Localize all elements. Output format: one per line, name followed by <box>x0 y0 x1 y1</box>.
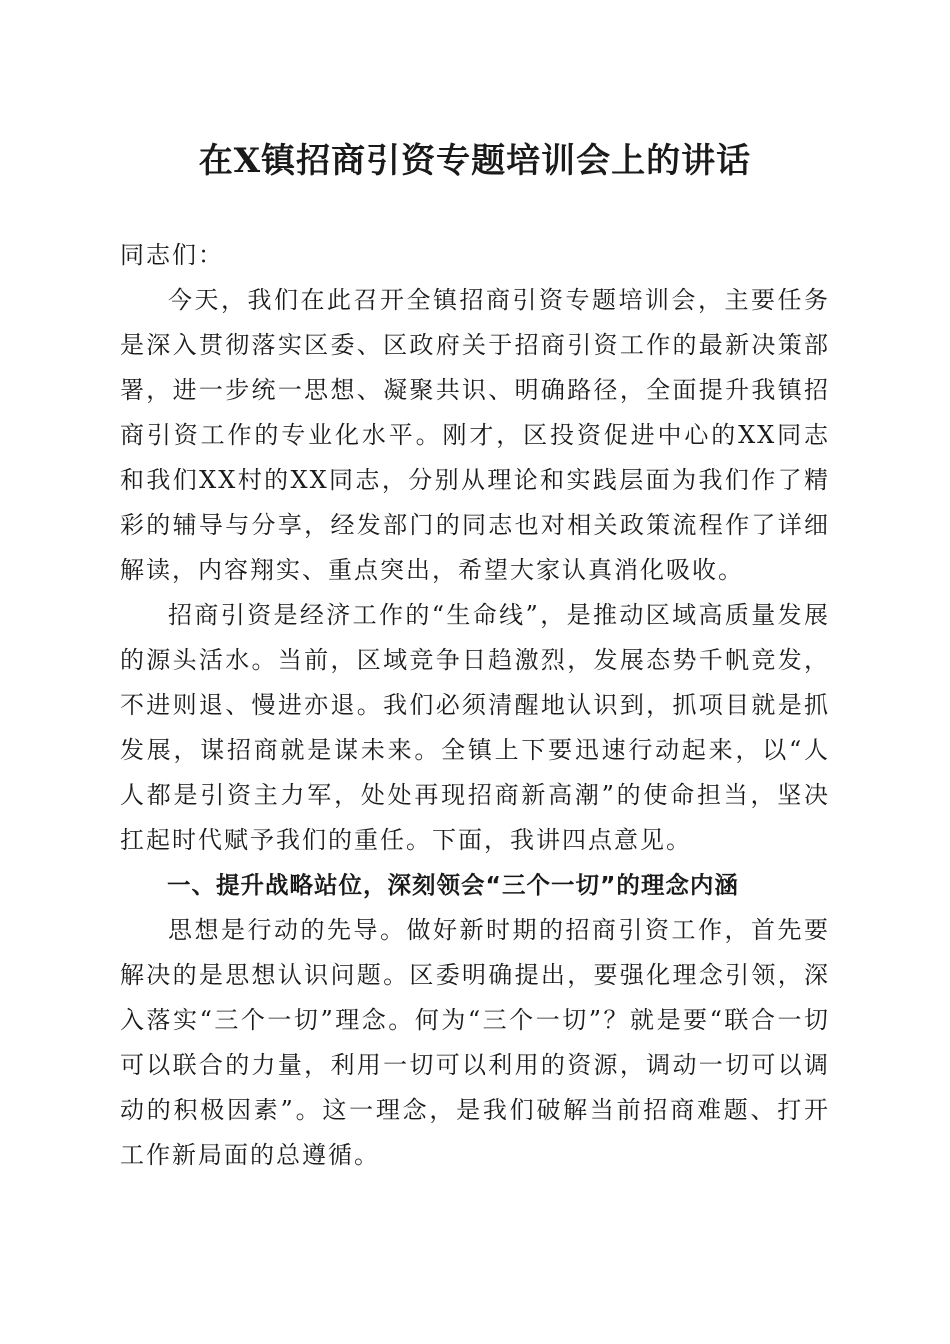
document-body <box>120 233 830 1178</box>
section-heading: 一、提升战略站位，深刻领会“三个一切”的理念内涵 <box>167 871 739 899</box>
body-paragraph: 今天，我们在此召开全镇招商引资专题培训会，主要任务是深入贯彻落实区委、区政府关于招商引资工作的最新决策部署，进一步统一思想、凝聚共识、明确路径，全面提升我镇招商引资工作的专业化水平。刚才，区投资促进中心的XX同志和我们XX村的XX同志，分别从理论和实践层面为我们作了精彩的辅导与分享，经发部门的同志也对相关政策流程作了详细解读，内容翔实、重点突出，希望大家认真消化吸收。 <box>120 286 830 584</box>
salutation: 同志们： <box>120 241 224 269</box>
body-paragraph: 招商引资是经济工作的“生命线”，是推动区域高质量发展的源头活水。当前，区域竞争日趋激烈，发展态势千帆竞发，不进则退、慢进亦退。我们必须清醒地认识到，抓项目就是抓发展，谋招商就是谋未来。全镇上下要迅速行动起来，以“人人都是引资主力军，处处再现招商新高潮”的使命担当，坚决扛起时代赋予我们的重任。下面，我讲四点意见。 <box>120 601 830 854</box>
document-title: 在X镇招商引资专题培训会上的讲话 <box>198 141 752 181</box>
body-paragraph: 思想是行动的先导。做好新时期的招商引资工作，首先要解决的是思想认识问题。区委明确提出，要强化理念引领，深入落实“三个一切”理念。何为“三个一切”？就是要“联合一切可以联合的力量，利用一切可以利用的资源，调动一切可以调动的积极因素”。这一理念，是我们破解当前招商难题、打开工作新局面的总遵循。 <box>120 916 830 1169</box>
